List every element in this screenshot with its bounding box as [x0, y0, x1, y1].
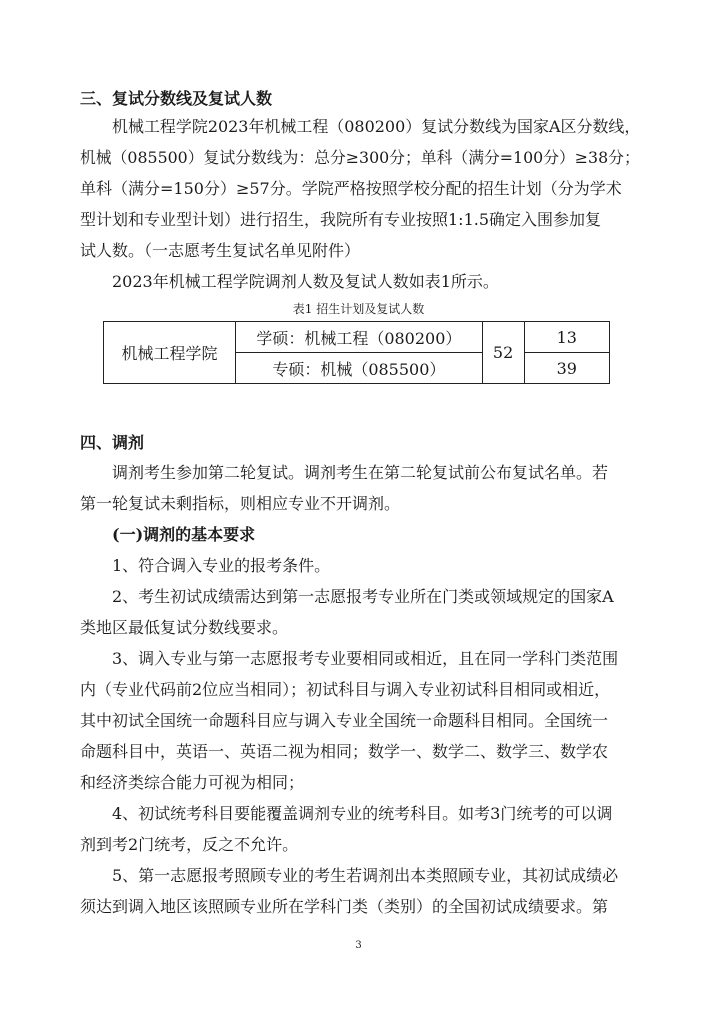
- list-item: 2、考生初试成绩需达到第一志愿报考专业所在门类或领域规定的国家A: [112, 587, 614, 606]
- paragraph-line: 2023年机械工程学院调剂人数及复试人数如表1所示。: [112, 272, 499, 291]
- list-item: 3、调入专业与第一志愿报考专业要相同或相近，且在同一学科门类范围: [112, 649, 619, 668]
- page-number: 3: [355, 940, 362, 951]
- paragraph-line: 单科（满分=150分）≥57分。学院严格按照学校分配的招生计划（分为学术: [80, 179, 622, 198]
- paragraph-line: 调剂考生参加第二轮复试。调剂考生在第二轮复试前公布复试名单。若: [112, 463, 609, 482]
- total-cell: 52: [482, 322, 524, 384]
- paragraph-line: 第一轮复试未剩指标，则相应专业不开调剂。: [80, 494, 401, 513]
- paragraph-line: 内（专业代码前2位应当相同）；初试科目与调入专业初试科目相同或相近，: [80, 680, 611, 699]
- program-cell: 专硕：机械（085500）: [236, 353, 483, 384]
- paragraph-line: 机械工程学院2023年机械工程（080200）复试分数线为国家A区分数线，: [112, 117, 641, 136]
- paragraph-line: 机械（085500）复试分数线为：总分≥300分；单科（满分=100分）≥38分；: [80, 148, 640, 167]
- paragraph-line: 剂到考2门统考，反之不允许。: [80, 835, 299, 854]
- list-item: 5、第一志愿报考照顾专业的考生若调剂出本类照顾专业，其初试成绩必: [112, 866, 619, 885]
- list-item: 1、符合调入专业的报考条件。: [112, 556, 331, 575]
- dept-cell: 机械工程学院: [104, 322, 236, 384]
- table-caption: 表1 招生计划及复试人数: [292, 302, 425, 316]
- section-heading: 三、复试分数线及复试人数: [80, 89, 273, 108]
- table-row: [104, 322, 610, 353]
- section-heading: 四、调剂: [80, 433, 145, 452]
- paragraph-line: 类地区最低复试分数线要求。: [80, 618, 289, 637]
- paragraph-line: 型计划和专业型计划）进行招生，我院所有专业按照1:1.5确定入围参加复: [80, 210, 602, 229]
- paragraph-line: 和经济类综合能力可视为相同；: [80, 773, 305, 792]
- paragraph-line: 其中初试全国统一命题科目应与调入专业全国统一命题科目相同。全国统一: [80, 711, 609, 730]
- list-item: 4、初试统考科目要能覆盖调剂专业的统考科目。如考3门统考的可以调: [112, 804, 613, 823]
- program-cell: 学硕：机械工程（080200）: [236, 322, 483, 353]
- paragraph-line: 命题科目中，英语一、英语二视为相同；数学一、数学二、数学三、数学农: [80, 742, 609, 761]
- paragraph-line: 须达到调入地区该照顾专业所在学科门类（类别）的全国初试成绩要求。第: [80, 897, 609, 916]
- enrollment-table: [103, 321, 610, 384]
- count-cell: 13: [524, 322, 609, 353]
- subsection-heading: (一)调剂的基本要求: [112, 525, 256, 544]
- paragraph-line: 试人数。（一志愿考生复试名单见附件）: [80, 241, 361, 260]
- count-cell: 39: [524, 353, 609, 384]
